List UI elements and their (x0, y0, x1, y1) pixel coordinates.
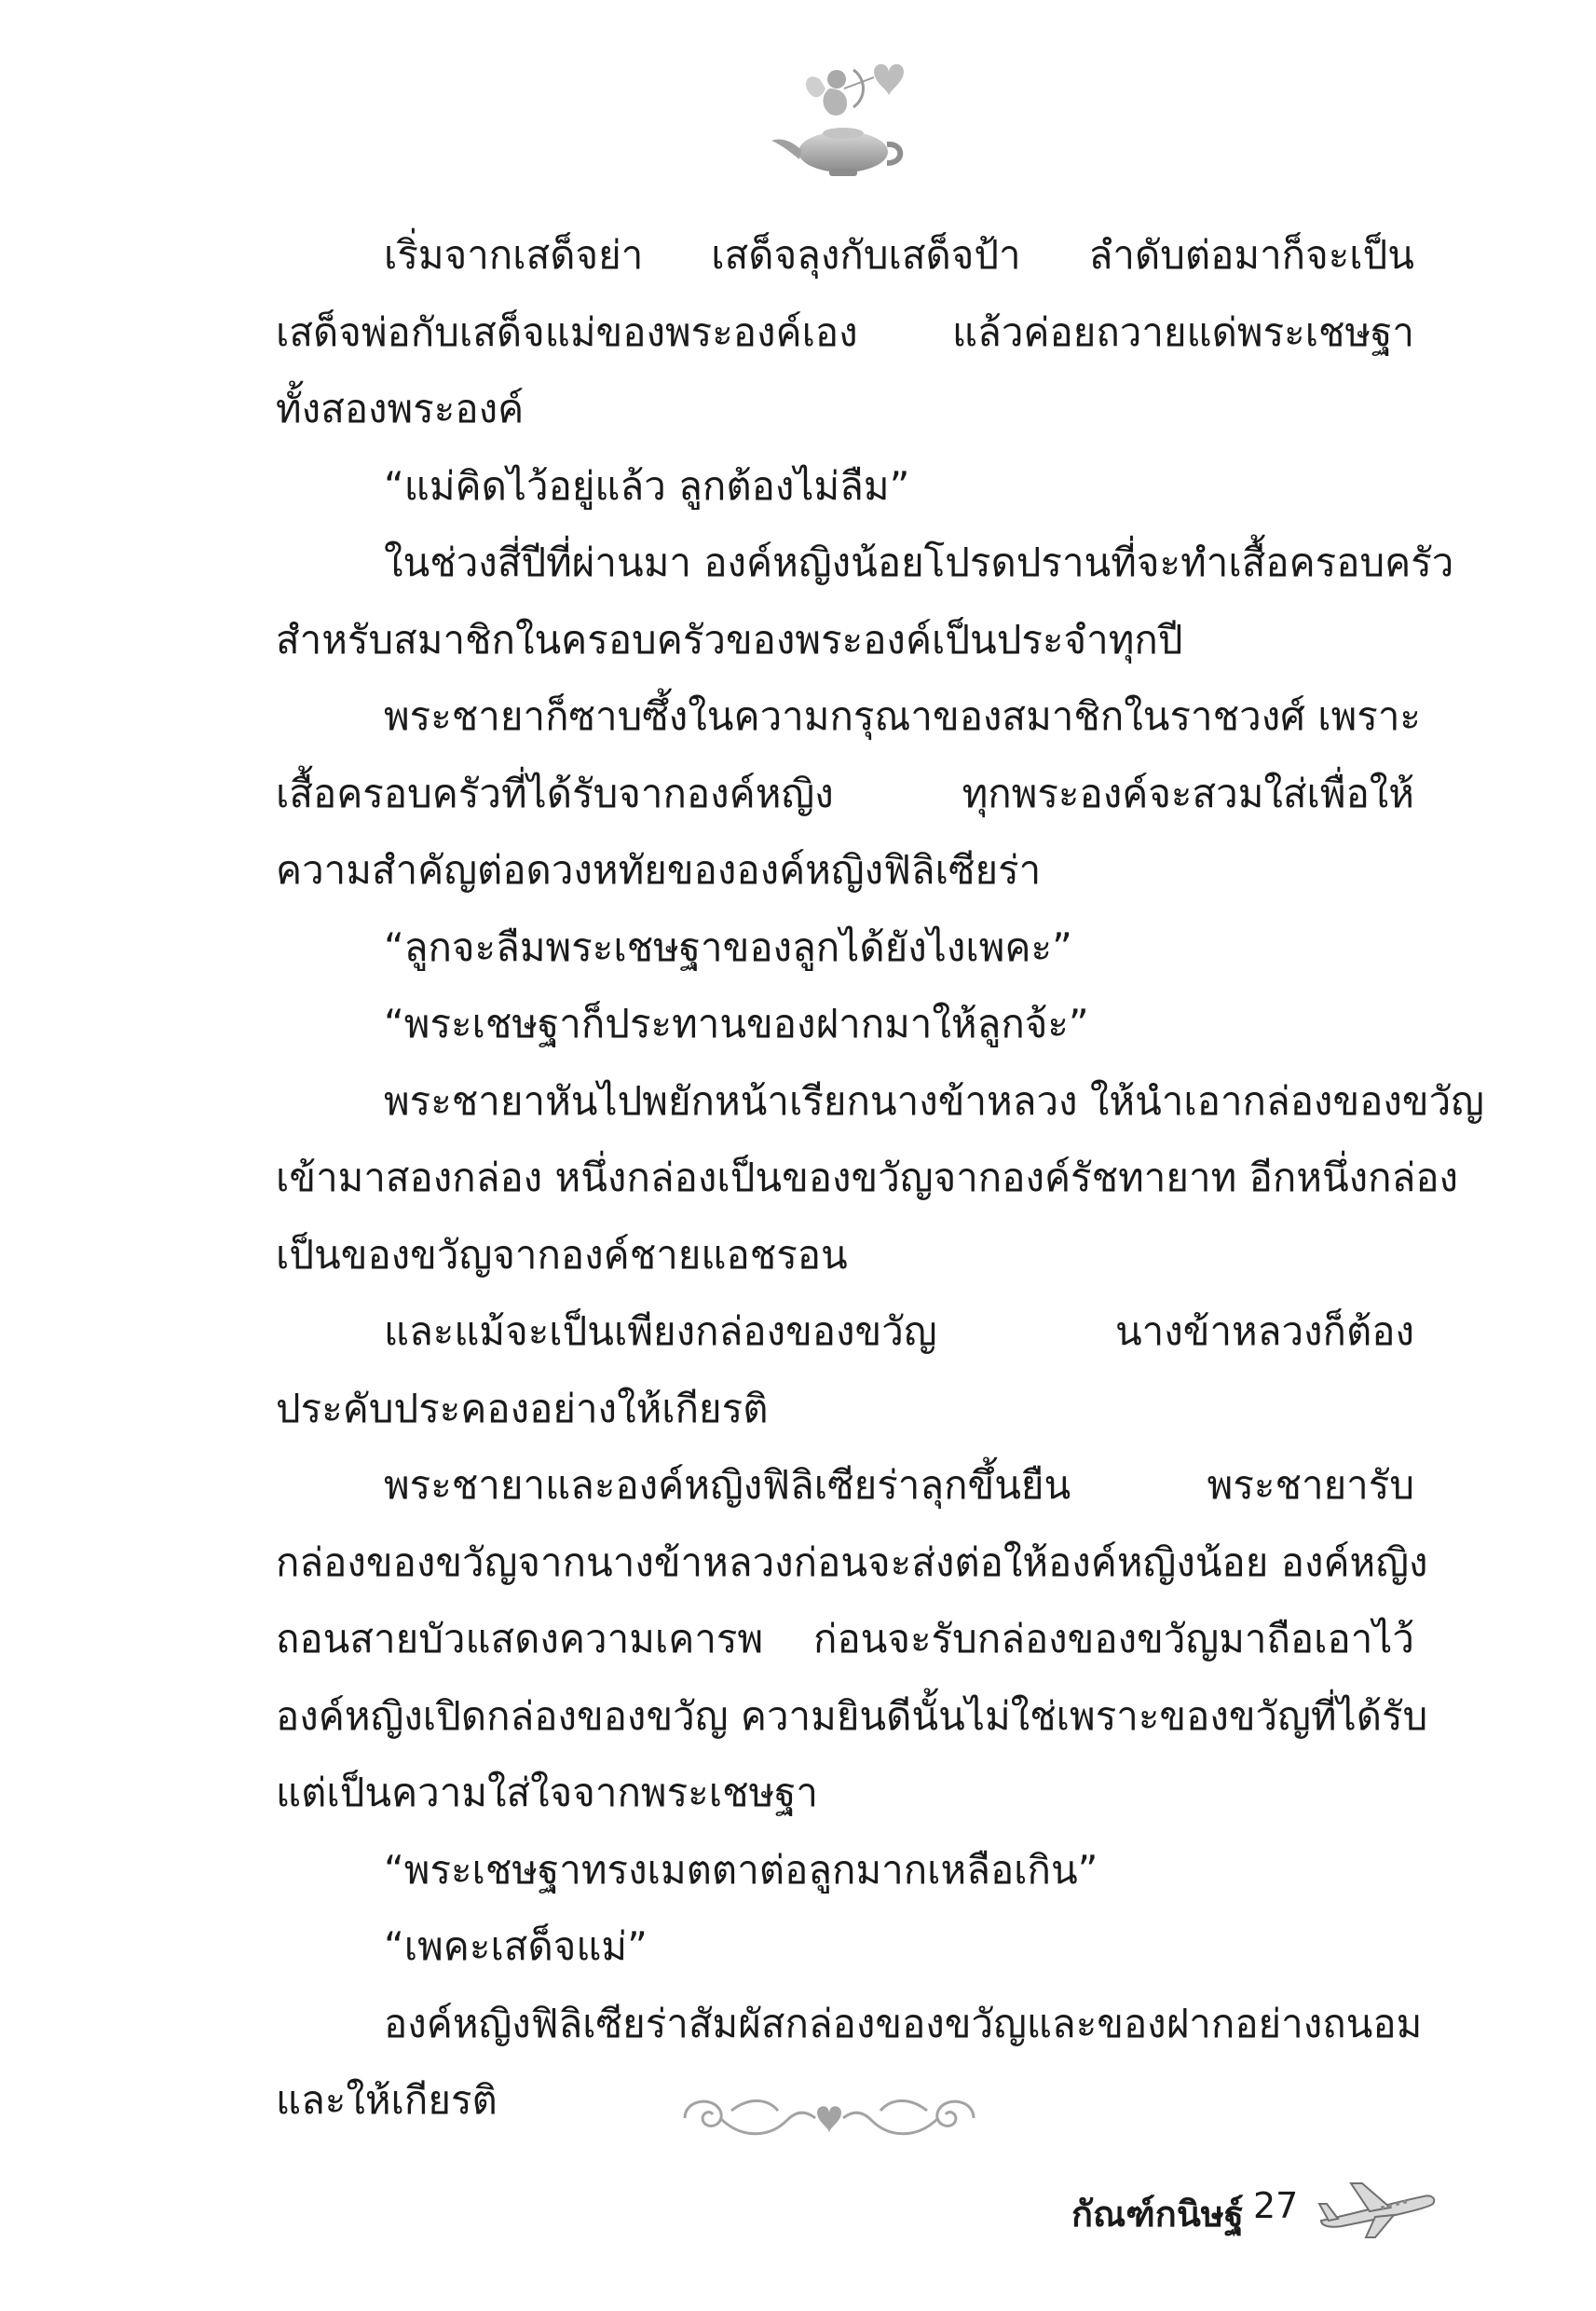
text-line: “พระเชษฐาก็ประทานของฝากมาให้ลูกจ้ะ” (384, 1001, 1089, 1046)
text-line: องค์หญิงเปิดกล่องของขวัญ ความยินดีนั้นไม่ใช่เพราะของขวัญที่ได้รับ (276, 1692, 1428, 1739)
text-line: เริ่มจากเสด็จย่า เสด็จลุงกับเสด็จป้า ลำดับต่อมาก็จะเป็น (384, 232, 1414, 278)
text-line: เสด็จพ่อกับเสด็จแม่ของพระองค์เอง แล้วค่อยถวายแด่พระเชษฐา (276, 308, 1414, 355)
text-line: และให้เกียรติ (276, 2077, 498, 2123)
body-text (276, 217, 1484, 2140)
text-line: เข้ามาสองกล่อง หนึ่งกล่องเป็นของขวัญจากองค์รัชทายาท อีกหนึ่งกล่อง (276, 1155, 1459, 1200)
text-line: แต่เป็นความใส่ใจจากพระเชษฐา (276, 1770, 819, 1815)
text-line: ประคับประคองอย่างให้เกียรติ (276, 1385, 769, 1431)
text-line: “พระเชษฐาทรงเมตตาต่อลูกมากเหลือเกิน” (384, 1846, 1098, 1893)
text-line: พระชายาก็ซาบซึ้งในความกรุณาของสมาชิกในราชวงศ์ เพราะ (384, 693, 1421, 739)
text-line: กล่องของขวัญจากนางข้าหลวงก่อนจะส่งต่อให้องค์หญิงน้อย องค์หญิง (276, 1538, 1428, 1585)
text-line: ความสำคัญต่อดวงหทัยขององค์หญิงฟิลิเซียร่า (276, 847, 1042, 893)
text-line: เป็นของขวัญจากองค์ชายแอชรอน (276, 1231, 848, 1278)
text-line: องค์หญิงฟิลิเซียร่าสัมผัสกล่องของขวัญและของฝากอย่างถนอม (384, 2000, 1423, 2046)
text-line: “เพคะเสด็จแม่” (384, 1923, 648, 1969)
text-line: “ลูกจะลืมพระเชษฐาของลูกได้ยังไงเพคะ” (384, 923, 1072, 970)
text-line: เสื้อครอบครัวที่ได้รับจากองค์หญิง ทุกพระองค์จะสวมใส่เพื่อให้ (276, 770, 1414, 816)
text-line: และแม้จะเป็นเพียงกล่องของขวัญ นางข้าหลวงก็ต้อง (384, 1308, 1414, 1354)
text-line: ถอนสายบัวแสดงความเคารพ ก่อนจะรับกล่องของขวัญมาถือเอาไว้ (276, 1616, 1414, 1661)
book-title: กัณฑ์กนิษฐ์ (1071, 2194, 1244, 2235)
airplane-icon (1314, 2176, 1439, 2241)
page-number: 27 (1253, 2185, 1299, 2226)
text-line: ทั้งสองพระองค์ (276, 386, 525, 431)
scroll-heart-divider-icon (675, 2083, 983, 2153)
text-line: พระชายาหันไปพยักหน้าเรียกนางข้าหลวง ให้นำเอากล่องของขวัญ (384, 1077, 1484, 1124)
text-line: พระชายาและองค์หญิงฟิลิเซียร่าลุกขึ้นยืน พระชายารับ (384, 1462, 1414, 1508)
text-line: ในช่วงสี่ปีที่ผ่านมา องค์หญิงน้อยโปรดปรานที่จะทำเสื้อครอบครัว (384, 540, 1454, 585)
teapot-cupid-icon (764, 51, 913, 191)
text-line: สำหรับสมาชิกในครอบครัวของพระองค์เป็นประจำทุกปี (276, 616, 1183, 663)
text-line: “แม่คิดไว้อยู่แล้ว ลูกต้องไม่ลืม” (384, 462, 910, 509)
page-footer (1071, 2176, 1463, 2250)
